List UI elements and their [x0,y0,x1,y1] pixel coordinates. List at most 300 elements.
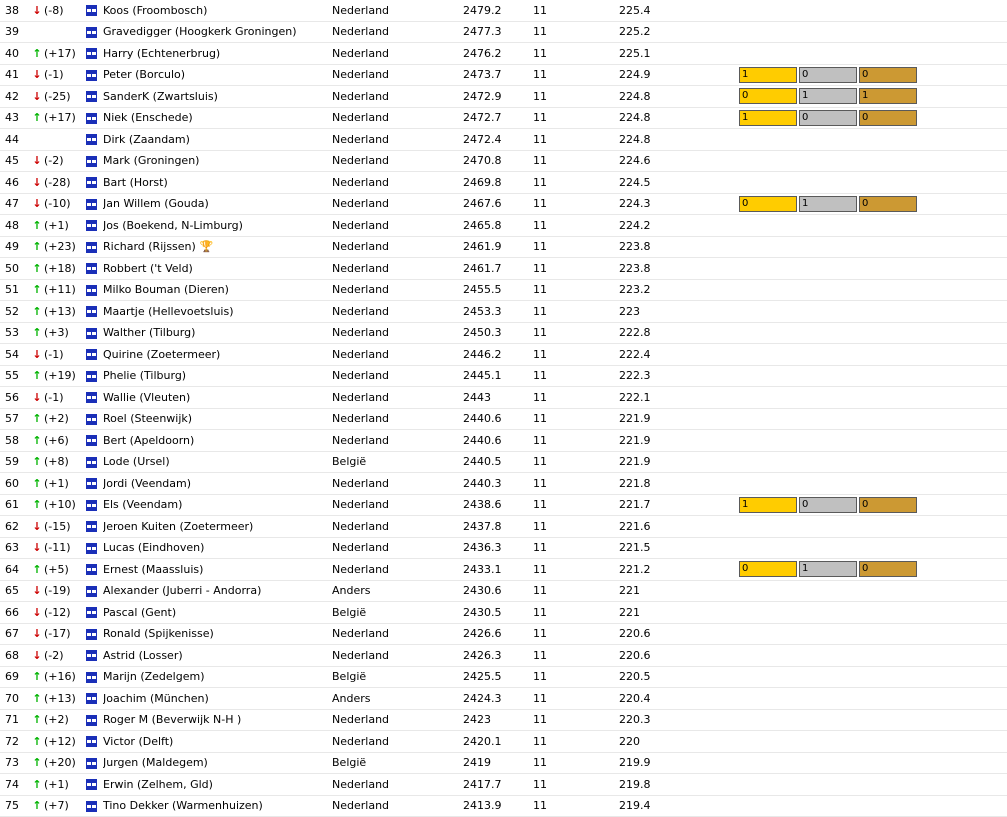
arrow-up-icon: ↑ [32,412,42,426]
rank-change [32,623,86,645]
medal-cell [738,301,1007,323]
rank: 54 [0,344,32,366]
player-link-cell[interactable] [86,215,103,237]
player-link-cell[interactable] [86,473,103,495]
player-profile-icon[interactable] [86,5,97,16]
rank-change [32,172,86,194]
player-link-cell[interactable] [86,623,103,645]
player-name: Tino Dekker (Warmenhuizen) [103,799,263,813]
games: 11 [533,580,619,602]
rank: 44 [0,129,32,151]
player-name: Gravedigger (Hoogkerk Groningen) [103,25,297,39]
arrow-up-icon: ↑ [32,799,42,813]
rank-change-value: (+17) [44,111,76,125]
score: 2479.2 [463,0,533,21]
medal-cell [738,387,1007,409]
medal-cell [738,623,1007,645]
country: Nederland [332,774,463,796]
player-link-cell[interactable] [86,43,103,65]
table-row [0,774,1007,796]
rank-change [32,537,86,559]
medal-cell [738,430,1007,452]
average: 223.2 [619,279,738,301]
player-link-cell[interactable] [86,688,103,710]
rank: 49 [0,236,32,258]
player-profile-icon[interactable] [86,306,97,317]
rank: 41 [0,64,32,86]
bronze-count: 1 [859,88,917,104]
arrow-up-icon: ↑ [32,240,42,254]
player-profile-icon[interactable] [86,177,97,188]
rank: 51 [0,279,32,301]
average: 224.8 [619,107,738,129]
player-name-cell [103,688,332,710]
player-profile-icon[interactable] [86,715,97,726]
medal-cell [738,473,1007,495]
player-name: Koos (Froombosch) [103,3,208,17]
score: 2430.6 [463,580,533,602]
rank-change [32,430,86,452]
average: 220.6 [619,623,738,645]
player-link-cell[interactable] [86,731,103,753]
player-profile-icon[interactable] [86,48,97,59]
rank-change [32,688,86,710]
average: 224.2 [619,215,738,237]
country: Nederland [332,387,463,409]
player-profile-icon[interactable] [86,629,97,640]
player-link-cell[interactable] [86,408,103,430]
player-name-cell [103,365,332,387]
games: 11 [533,494,619,516]
arrow-up-icon: ↑ [32,369,42,383]
player-profile-icon[interactable] [86,650,97,661]
score: 2424.3 [463,688,533,710]
player-name: Erwin (Zelhem, Gld) [103,777,213,791]
medal-cell [738,344,1007,366]
rank-change [32,193,86,215]
score: 2472.9 [463,86,533,108]
score: 2423 [463,709,533,731]
medal-cell [738,365,1007,387]
rank-change-value: (+16) [44,670,76,684]
player-link-cell[interactable] [86,0,103,21]
games: 11 [533,645,619,667]
average: 224.6 [619,150,738,172]
player-profile-icon[interactable] [86,736,97,747]
country: Nederland [332,494,463,516]
arrow-down-icon: ↓ [32,3,42,17]
rank-change [32,215,86,237]
games: 11 [533,0,619,21]
score: 2477.3 [463,21,533,43]
rank-change-value: (+17) [44,46,76,60]
country: Nederland [332,86,463,108]
score: 2465.8 [463,215,533,237]
player-profile-icon[interactable] [86,199,97,210]
player-name-cell [103,774,332,796]
average: 222.3 [619,365,738,387]
games: 11 [533,602,619,624]
medal-cell [738,516,1007,538]
table-row [0,193,1007,215]
games: 11 [533,193,619,215]
arrow-down-icon: ↓ [32,89,42,103]
player-profile-icon[interactable] [86,801,97,812]
country: Nederland [332,193,463,215]
medal-cell [738,107,1007,129]
player-name-cell [103,602,332,624]
games: 11 [533,215,619,237]
rank: 73 [0,752,32,774]
player-name: Walther (Tilburg) [103,326,196,340]
rank-change [32,365,86,387]
rank-change-value: (-1) [44,390,64,404]
player-profile-icon[interactable] [86,27,97,38]
player-profile-icon[interactable] [86,134,97,145]
country: Nederland [332,322,463,344]
player-link-cell[interactable] [86,559,103,581]
medal-boxes [739,497,1007,513]
player-name: Mark (Groningen) [103,154,200,168]
medal-boxes [739,110,1007,126]
games: 11 [533,623,619,645]
player-name-cell [103,301,332,323]
player-profile-icon[interactable] [86,521,97,532]
country: Nederland [332,236,463,258]
score: 2455.5 [463,279,533,301]
country: België [332,666,463,688]
rank-change [32,21,86,43]
rank-change [32,602,86,624]
average: 224.8 [619,86,738,108]
player-link-cell[interactable] [86,580,103,602]
player-name: Maartje (Hellevoetsluis) [103,304,234,318]
rank-change [32,150,86,172]
bronze-count: 0 [859,561,917,577]
rank: 57 [0,408,32,430]
player-profile-icon[interactable] [86,328,97,339]
player-link-cell[interactable] [86,172,103,194]
player-name-cell [103,258,332,280]
table-row [0,172,1007,194]
player-profile-icon[interactable] [86,263,97,274]
player-profile-icon[interactable] [86,156,97,167]
player-name: Alexander (Juberri - Andorra) [103,584,262,598]
arrow-down-icon: ↓ [32,541,42,555]
player-link-cell[interactable] [86,21,103,43]
player-link-cell[interactable] [86,322,103,344]
player-name-cell [103,666,332,688]
average: 224.3 [619,193,738,215]
player-profile-icon[interactable] [86,564,97,575]
player-link-cell[interactable] [86,666,103,688]
average: 221.2 [619,559,738,581]
player-link-cell[interactable] [86,365,103,387]
player-profile-icon[interactable] [86,435,97,446]
rank-change [32,580,86,602]
player-name: Lucas (Eindhoven) [103,541,205,555]
country: Nederland [332,150,463,172]
country: Nederland [332,43,463,65]
average: 225.2 [619,21,738,43]
silver-count: 1 [799,88,857,104]
player-profile-icon[interactable] [86,113,97,124]
player-link-cell[interactable] [86,516,103,538]
score: 2446.2 [463,344,533,366]
country: Nederland [332,279,463,301]
player-link-cell[interactable] [86,150,103,172]
games: 11 [533,795,619,817]
player-name-cell [103,215,332,237]
gold-count: 1 [739,110,797,126]
average: 225.4 [619,0,738,21]
player-link-cell[interactable] [86,344,103,366]
games: 11 [533,43,619,65]
player-name-cell [103,537,332,559]
medal-cell [738,559,1007,581]
player-profile-icon[interactable] [86,242,97,253]
score: 2450.3 [463,322,533,344]
player-link-cell[interactable] [86,387,103,409]
player-name: Jurgen (Maldegem) [103,756,208,770]
medal-cell [738,408,1007,430]
table-row [0,731,1007,753]
arrow-up-icon: ↑ [32,756,42,770]
arrow-down-icon: ↓ [32,519,42,533]
player-name: Niek (Enschede) [103,111,193,125]
games: 11 [533,258,619,280]
player-profile-icon[interactable] [86,693,97,704]
games: 11 [533,774,619,796]
score: 2470.8 [463,150,533,172]
arrow-down-icon: ↓ [32,390,42,404]
player-name: Jan Willem (Gouda) [103,197,209,211]
medal-cell [738,451,1007,473]
table-row [0,107,1007,129]
player-link-cell[interactable] [86,129,103,151]
player-profile-icon[interactable] [86,672,97,683]
table-row [0,516,1007,538]
score: 2443 [463,387,533,409]
rank-change-value: (+1) [44,476,69,490]
player-name-cell [103,623,332,645]
games: 11 [533,709,619,731]
silver-count: 0 [799,110,857,126]
player-link-cell[interactable] [86,602,103,624]
games: 11 [533,387,619,409]
average: 220 [619,731,738,753]
medal-boxes [739,88,1007,104]
rank-change-value: (+19) [44,369,76,383]
player-name-cell [103,43,332,65]
rank: 59 [0,451,32,473]
player-name-cell [103,752,332,774]
player-name-cell [103,473,332,495]
score: 2440.6 [463,430,533,452]
country: Nederland [332,365,463,387]
player-profile-icon[interactable] [86,220,97,231]
medal-cell [738,494,1007,516]
average: 222.8 [619,322,738,344]
score: 2419 [463,752,533,774]
silver-count: 1 [799,561,857,577]
player-name: Richard (Rijssen) [103,240,196,254]
rank-change-value: (+1) [44,777,69,791]
player-link-cell[interactable] [86,64,103,86]
player-link-cell[interactable] [86,279,103,301]
table-row [0,623,1007,645]
player-link-cell[interactable] [86,795,103,817]
medal-boxes [739,67,1007,83]
player-link-cell[interactable] [86,86,103,108]
table-row [0,21,1007,43]
rank-change-value: (-1) [44,68,64,82]
arrow-down-icon: ↓ [32,197,42,211]
score: 2472.4 [463,129,533,151]
player-name: Pascal (Gent) [103,605,177,619]
player-name: Robbert ('t Veld) [103,261,193,275]
table-row [0,258,1007,280]
table-row [0,43,1007,65]
country: Nederland [332,645,463,667]
player-link-cell[interactable] [86,494,103,516]
rank-change [32,344,86,366]
player-profile-icon[interactable] [86,586,97,597]
rank-change-value: (+2) [44,412,69,426]
player-profile-icon[interactable] [86,371,97,382]
player-link-cell[interactable] [86,107,103,129]
trophy-icon: 🏆 [199,240,214,254]
rank-change [32,408,86,430]
player-profile-icon[interactable] [86,779,97,790]
rank-change [32,752,86,774]
player-link-cell[interactable] [86,258,103,280]
player-name-cell [103,322,332,344]
player-profile-icon[interactable] [86,285,97,296]
player-name-cell [103,172,332,194]
medal-cell [738,0,1007,21]
average: 221 [619,602,738,624]
rank-change-value: (-12) [44,605,71,619]
rank-change [32,236,86,258]
rank: 46 [0,172,32,194]
player-profile-icon[interactable] [86,349,97,360]
player-name-cell [103,64,332,86]
rank-change-value: (-17) [44,627,71,641]
player-name-cell [103,279,332,301]
rank: 74 [0,774,32,796]
table-row [0,279,1007,301]
player-name-cell [103,21,332,43]
rank-change [32,795,86,817]
player-profile-icon[interactable] [86,478,97,489]
games: 11 [533,279,619,301]
player-profile-icon[interactable] [86,457,97,468]
arrow-down-icon: ↓ [32,605,42,619]
medal-cell [738,666,1007,688]
player-name: Roel (Steenwijk) [103,412,193,426]
arrow-up-icon: ↑ [32,111,42,125]
country: Nederland [332,430,463,452]
rank: 63 [0,537,32,559]
table-row [0,322,1007,344]
medal-boxes [739,196,1007,212]
average: 223 [619,301,738,323]
player-name: Ronald (Spijkenisse) [103,627,214,641]
country: Nederland [332,623,463,645]
player-link-cell[interactable] [86,774,103,796]
player-link-cell[interactable] [86,451,103,473]
score: 2417.7 [463,774,533,796]
score: 2476.2 [463,43,533,65]
rank-change [32,731,86,753]
games: 11 [533,129,619,151]
player-name-cell [103,795,332,817]
country: Nederland [332,344,463,366]
rank-change [32,387,86,409]
rank-change-value: (-2) [44,648,64,662]
rank-change-value: (-2) [44,154,64,168]
player-link-cell[interactable] [86,236,103,258]
games: 11 [533,236,619,258]
player-link-cell[interactable] [86,645,103,667]
rank-change [32,322,86,344]
average: 220.5 [619,666,738,688]
silver-count: 0 [799,67,857,83]
player-profile-icon[interactable] [86,543,97,554]
player-profile-icon[interactable] [86,500,97,511]
player-link-cell[interactable] [86,709,103,731]
table-row [0,408,1007,430]
score: 2413.9 [463,795,533,817]
player-profile-icon[interactable] [86,414,97,425]
arrow-down-icon: ↓ [32,627,42,641]
rank: 66 [0,602,32,624]
rank-change [32,129,86,151]
player-profile-icon[interactable] [86,758,97,769]
medal-cell [738,602,1007,624]
rank-change-value: (+2) [44,713,69,727]
arrow-up-icon: ↑ [32,713,42,727]
arrow-up-icon: ↑ [32,562,42,576]
player-profile-icon[interactable] [86,91,97,102]
games: 11 [533,559,619,581]
arrow-up-icon: ↑ [32,670,42,684]
country: België [332,602,463,624]
player-name-cell [103,193,332,215]
player-profile-icon[interactable] [86,392,97,403]
table-row [0,430,1007,452]
country: Nederland [332,559,463,581]
score: 2440.3 [463,473,533,495]
player-link-cell[interactable] [86,752,103,774]
gold-count: 1 [739,67,797,83]
player-link-cell[interactable] [86,537,103,559]
player-profile-icon[interactable] [86,607,97,618]
rank: 55 [0,365,32,387]
score: 2461.7 [463,258,533,280]
player-link-cell[interactable] [86,193,103,215]
player-profile-icon[interactable] [86,70,97,81]
country: Nederland [332,258,463,280]
rank-change [32,301,86,323]
player-link-cell[interactable] [86,430,103,452]
player-link-cell[interactable] [86,301,103,323]
score: 2440.6 [463,408,533,430]
country: Nederland [332,795,463,817]
rank-change [32,774,86,796]
average: 223.8 [619,236,738,258]
